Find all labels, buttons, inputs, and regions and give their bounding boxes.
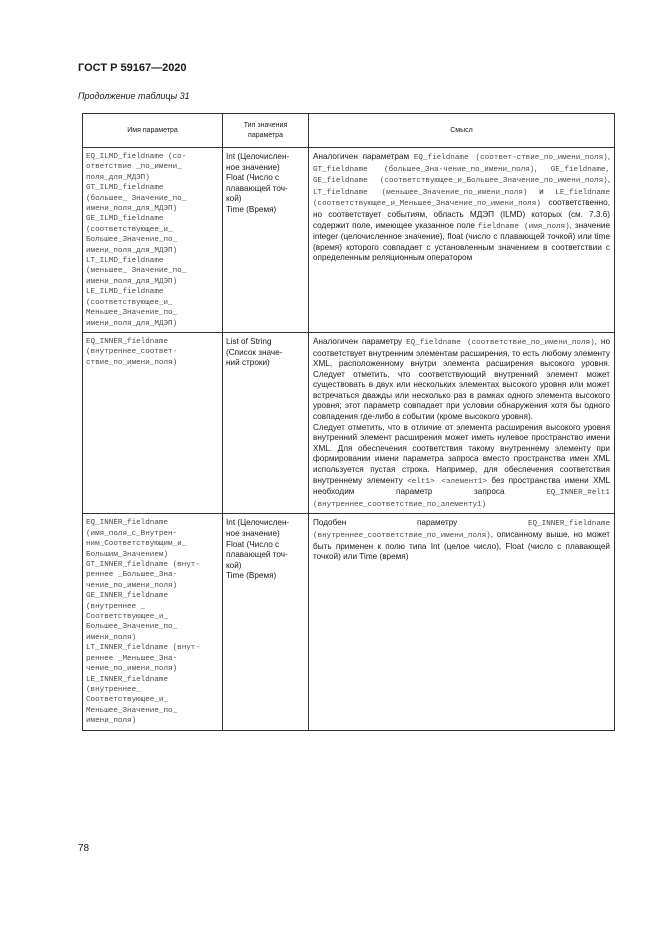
- value-type-line: List of String: [226, 336, 272, 346]
- value-type-line: ное значение): [226, 162, 280, 172]
- meaning-text: соответственно, но соответствует событиям, область МДЭП (ILMD) которых (см. 7.3.6) содержит поле, имеющее указанное поле: [313, 198, 610, 230]
- parameter-name-line: Меньшее_Значение_по_: [86, 706, 178, 715]
- value-type-line: Int (Целочислен-: [226, 152, 290, 161]
- document-code: ГОСТ Р 59167—2020: [78, 62, 187, 74]
- parameter-name-line: имени_поля_для_МДЭП): [86, 246, 178, 255]
- parameter-name-line: LT_INNER_fieldname (внут-: [86, 644, 200, 653]
- meaning-text: Аналогичен параметрам: [313, 152, 414, 161]
- value-type-line: (Список значе-: [226, 347, 283, 357]
- parameter-reference: <elt1> <элемент1>: [407, 477, 487, 486]
- parameter-name-line: GT_INNER_fieldname (внут-: [86, 561, 200, 570]
- value-type-line: ний строки): [226, 358, 270, 368]
- value-type-line: Int (Целочислен-: [226, 518, 290, 528]
- parameter-name-line: EQ_INNER_fieldname: [86, 337, 169, 346]
- value-type-line: Float (Число с: [226, 173, 280, 183]
- parameter-reference: GT_fieldname (большее_Зна-чение_по_имени_поля): [313, 165, 535, 174]
- value-type-line: плавающей точ-: [226, 183, 288, 193]
- meaning-cell: [309, 148, 615, 333]
- table-body: [83, 148, 615, 731]
- parameter-name-line: Большее_Значение_по_: [86, 236, 178, 245]
- meaning-text: Следует отметить, что в отличие от элемента расширения высокого уровня внутренний элемент расширения может иметь нулевое пространство имени XML. Для обеспечения соответствия такому внутреннему элементу при формировании имени параметра запроса вместо пространства имен XML используется пустая строка. Например, для обеспечения соответствия внутреннему элементу: [313, 422, 610, 485]
- parameter-name-line: (внутреннее_соответ-: [86, 348, 178, 357]
- parameter-name-line: GE_INNER_fieldname: [86, 592, 169, 601]
- parameter-name-cell: [83, 332, 223, 514]
- header-meaning: Смысл: [309, 114, 615, 148]
- parameter-reference: EQ_INNER_#elt1 (внутреннее_соответствие_по_элементу1): [313, 489, 610, 509]
- parameter-name-line: EQ_INNER_fieldname: [86, 519, 169, 528]
- parameter-name-line: имени_поля): [86, 633, 137, 642]
- parameter-name-line: (большее_ Значение_по_: [86, 194, 187, 203]
- parameter-reference: fieldname (имя_поля): [477, 222, 570, 231]
- parameter-reference: EQ_fieldname (соответ-ствие_по_имени_поля): [413, 154, 608, 162]
- meaning-text: ,: [607, 152, 610, 161]
- parameter-name-line: Большее_Значение_по_: [86, 623, 178, 632]
- header-parameter-name: Имя параметра: [83, 114, 223, 148]
- parameter-reference: GE_fieldname, GE_fieldname (соответствующее_и_Большее_Значение_по_имени_поля): [313, 165, 610, 186]
- meaning-text: , описанному выше, но может быть применен к полю типа Int (целое число), Float (число с плавающей точкой) или Time (время): [313, 530, 610, 562]
- parameter-name-line: LE_INNER_fieldname: [86, 675, 169, 684]
- header-value-type: Тип значения параметра: [223, 114, 309, 148]
- table-row: [83, 148, 615, 333]
- parameter-name-line: реннее _Меньшее_Зна-: [86, 654, 178, 663]
- parameter-name-line: Большим_Значением): [86, 550, 169, 559]
- parameter-name-line: имени_поля_для_МДЭП): [86, 319, 178, 328]
- value-type-line: кой): [226, 194, 242, 204]
- parameter-name-line: GT_ILMD_fieldname: [86, 184, 164, 193]
- parameter-name-line: ответствие _по_имени_: [86, 163, 182, 172]
- value-type-line: ное значение): [226, 529, 280, 538]
- meaning-text: , значение integer (целочисленное значение), float (число с плавающей точкой) или time (время) которого совпадает с установленным значением в соответствии с определенным реляционным оператором: [313, 220, 610, 263]
- value-type-line: Float (Число с: [226, 539, 280, 549]
- parameter-name-line: чение_по_имени_поля): [86, 665, 178, 674]
- parameter-name-line: GE_ILMD_fieldname: [86, 215, 164, 224]
- meaning-text: без пространства имени XML необходим параметр запроса: [313, 475, 610, 497]
- parameter-name-line: (соответствующее_и_: [86, 225, 173, 234]
- parameter-name-line: (внутреннее _: [86, 602, 146, 611]
- parameter-name-line: (соответствующее_и_: [86, 298, 173, 307]
- parameter-name-line: Меньшее_Значение_по_: [86, 309, 178, 318]
- value-type-line: Time (Время): [226, 571, 277, 581]
- meaning-text: Аналогичен параметру: [313, 336, 407, 346]
- parameters-table: [82, 113, 615, 731]
- parameter-name-line: (имя_поля_с_Внутрен-: [86, 529, 178, 538]
- meaning-text: и: [527, 186, 556, 196]
- value-type-cell: [223, 514, 309, 730]
- table-header-row: [83, 114, 615, 148]
- parameter-name-line: реннее _Большее_Зна-: [86, 571, 178, 580]
- table-caption: Продолжение таблицы 31: [78, 91, 190, 101]
- parameter-reference: EQ_fieldname (соответствие_по_имени_поля): [406, 338, 595, 347]
- parameter-name-line: ствие_по_имени_поля): [86, 358, 178, 367]
- parameter-name-line: EQ_ILMD_fieldname (со-: [86, 153, 187, 161]
- meaning-cell: [309, 332, 615, 514]
- value-type-cell: [223, 148, 309, 333]
- parameter-reference: EQ_INNER_fieldname (внутреннее_соответствие_по_имени_поля): [313, 520, 610, 540]
- value-type-line: кой): [226, 560, 242, 570]
- parameter-reference: LT_fieldname (меньшее_Значение_по_имени_поля): [313, 188, 528, 197]
- parameter-name-line: (внутреннее_: [86, 685, 141, 694]
- parameter-name-line: поля_для_МДЭП): [86, 173, 150, 182]
- parameter-name-line: чение_по_имени_поля): [86, 581, 178, 590]
- parameter-name-line: LE_ILMD_fieldname: [86, 288, 164, 297]
- meaning-text: ,: [534, 163, 551, 173]
- value-type-cell: [223, 332, 309, 514]
- meaning-text: ,: [607, 175, 610, 185]
- page-number: 78: [78, 843, 90, 854]
- parameter-name-line: имени_поля_для_МДЭП): [86, 205, 178, 214]
- parameter-name-line: Соответствующее_и_: [86, 613, 169, 622]
- parameter-name-line: Соответствующее_и_: [86, 696, 169, 705]
- parameter-name-cell: [83, 148, 223, 333]
- value-type-line: Time (Время): [226, 204, 277, 214]
- meaning-cell: [309, 514, 615, 730]
- meaning-text: Подобен параметру: [313, 518, 528, 528]
- parameter-name-line: имени_поля): [86, 717, 137, 726]
- parameter-name-line: (меньшее_ Значение_по_: [86, 267, 187, 276]
- parameter-reference: LE_fieldname (соответствующее_и_Меньшее_Значение_по_имени_поля): [313, 188, 610, 209]
- parameter-name-line: LT_ILMD_fieldname: [86, 257, 164, 266]
- parameter-name-line: имени_поля_для_МДЭП): [86, 277, 178, 286]
- table-row: [83, 514, 615, 730]
- table-row: [83, 332, 615, 514]
- meaning-text: , но соответствует внутренним элементам расширения, то есть любому элементу XML, расположенному внутри элемента расширения высокого уровня. Следует отметить, что соответствующий внутренний элемент может существовать в двух или нескольких элементах высокого уровня или может встречаться дважды или несколько раз в рамках одного элемента высокого уровня; этот параметр совпадает при условии обнаружения хотя бы одного совпадения где-либо в событии (кроме высокого уровня).: [313, 336, 610, 422]
- value-type-line: плавающей точ-: [226, 550, 288, 560]
- parameter-name-line: ним_Соответствующим_и_: [86, 540, 187, 549]
- parameter-name-cell: [83, 514, 223, 730]
